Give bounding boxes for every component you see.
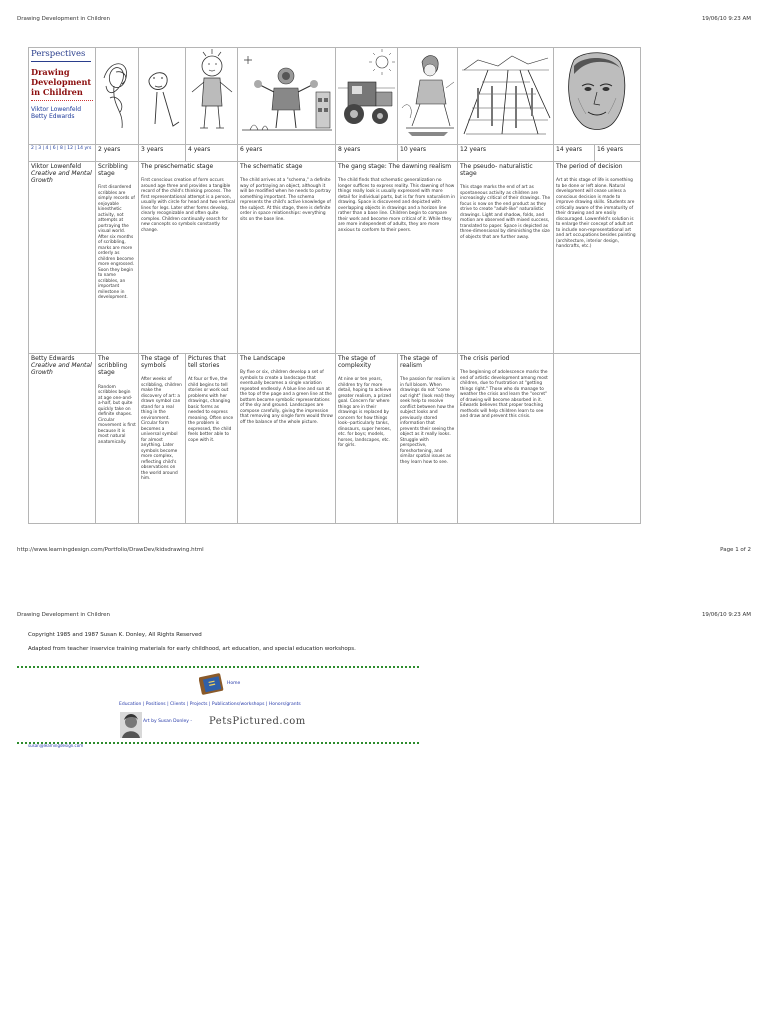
drawing-cell-2 [96, 48, 139, 145]
stage-title: The scribbling stage [98, 355, 128, 377]
green-divider-top [17, 666, 419, 668]
edwards-realism-cell [398, 354, 458, 524]
title-cell [29, 48, 96, 145]
perspective-drawing [458, 48, 553, 138]
stage-title: Scribbling stage [98, 163, 128, 178]
age-12: 12 years [458, 145, 554, 162]
edwards-name: Betty Edwards Creative and Mental Growth [31, 355, 92, 377]
copyright-text: Copyright 1985 and 1987 Susan K. Donley, All Rights Reserved [28, 632, 202, 638]
tractor-drawing [336, 48, 397, 138]
lowenfeld-decision-cell [554, 162, 641, 354]
age-3: 3 years [139, 145, 186, 162]
schematic-drawing [238, 48, 335, 138]
page-header-title: Drawing Development in Children [17, 16, 111, 22]
lowenfeld-pseudo-cell [458, 162, 554, 354]
stage-description: At four or five, the child begins to tell stories or work out problems with her drawings, changing basic forms as needed to express meaning. Often once the problem is expressed, the child feels better able to cope with it. [188, 377, 234, 443]
stage-title: The crisis period [460, 355, 510, 362]
age-16: 16 years [595, 145, 641, 162]
drawing-cell-14 [554, 48, 641, 145]
drawing-cell-3 [139, 48, 186, 145]
stage-description: Random scribbles begin at age one-and-a-half, but quite quickly take on definite shapes. Circular movement is first because it is most natural anatomically. [98, 384, 136, 445]
stage-description: First disordered scribbles are simply records of enjoyable kinesthetic activity, not attempts at portraying the visual world. After six months of scribbling, marks are more orderly as children become more engrossed. Soon they begin to name scribbles, an important milestone in development. [98, 185, 135, 301]
stage-title: The Landscape [240, 355, 286, 362]
artist-portrait-icon [120, 712, 142, 738]
age-2: 2 years [96, 145, 139, 162]
stage-description: By five or six, children develop a set of symbols to create a landscape that eventually becomes a single variation repeated endlessly. A blue line and sun at the top of the page and a green line at the bottom become symbolic representations of the sky and ground. Landscapes are compose carefully, giving the impression that removing any single form would throw off the balance of the whole picture. [240, 370, 333, 425]
adapted-text: Adapted from teacher inservice training materials for early childhood, art education, and special education workshops. [28, 646, 356, 652]
age-nav-cell [29, 145, 96, 162]
stage-description: The passion for realism is in full bloom. When drawings do not "come out right" (look real) they seek help to resolve conflict between how the subject looks and previously stored information that prevents their seeing the object as it really looks. Struggle with perspective, foreshortening, and similar spatial issues as they learn how to see. [400, 377, 455, 465]
figure-drawing [186, 48, 237, 138]
page-footer-number: Page 1 of 2 [720, 547, 751, 553]
edwards-symbols-cell [139, 354, 186, 524]
stage-description: Art at this stage of life is something to be done or left alone. Natural development will cease unless a conscious decision is made to improve drawing skills. Students are critically aware of the immaturity of their drawing and are easily discouraged. Lowenfeld's solution is to enlarge their concept of adult art to include non-representational art and art occupations besides painting (architecture, interior design, handcrafts, etc.) [556, 178, 636, 250]
stage-description: The child finds that schematic generalization no longer suffices to express reality. This dawning of how things really look is usually expressed with more detail for individual parts, but is far from naturalism in drawing. Space is discovered and depicted with overlapping objects in drawings and a horizon line rather than a base line. Children begin to compare their work and become more critical of it. While they are more independent of adults, they are more anxious to conform to their peers. [338, 178, 455, 233]
tadpole-drawing [139, 48, 185, 138]
scribble-drawing [96, 48, 138, 138]
lowenfeld-book: Creative and Mental Growth [31, 170, 92, 185]
stage-title: The stage of realism [400, 355, 438, 370]
page2-header-title: Drawing Development in Children [17, 612, 111, 618]
drawing-cell-6 [238, 48, 336, 145]
pets-pictured-logo[interactable]: PetsPictured.com [209, 716, 306, 727]
age-6: 6 years [238, 145, 336, 162]
lowenfeld-author-cell [29, 162, 96, 354]
realism-drawing [398, 48, 457, 138]
site-nav-links[interactable]: Education | Positions | Clients | Projects | Publications/workshops | Honors/grants [119, 702, 301, 707]
edwards-author-cell [29, 354, 96, 524]
age-10: 10 years [398, 145, 458, 162]
lowenfeld-preschematic-cell [139, 162, 238, 354]
edwards-crisis-cell [458, 354, 554, 524]
email-link[interactable]: susan@learningdesign.com [28, 743, 84, 748]
author-lowenfeld: Viktor Lowenfeld [31, 105, 82, 113]
drawing-cell-12 [458, 48, 554, 145]
age-8: 8 years [336, 145, 398, 162]
drawing-cell-8 [336, 48, 398, 145]
red-divider [31, 100, 93, 101]
stage-description: The beginning of adolescence marks the end of artistic development among most children, due to frustration at "getting things right." Those who do manage to weather the crisis and learn the "secret" of drawing will become absorbed in it. Edwards believes that proper teaching methods will help children learn to see and draw and prevent this crisis. [460, 370, 548, 420]
drawing-cell-4 [186, 48, 238, 145]
page-title: Drawing Development in Children [31, 67, 92, 97]
stage-description: The child arrives at a "schema," a definite way of portraying an object, although it will be modified when he needs to portray something important. The schema represents the child's active knowledge of the subject. At this stage, there is definite order in space relationships: everything sits on the base line. [240, 178, 331, 222]
edwards-complexity-cell [336, 354, 398, 524]
edwards-empty-cell [554, 354, 641, 524]
page-header-date: 19/06/10 9:23 AM [701, 16, 751, 22]
lowenfeld-gang-cell [336, 162, 458, 354]
stage-title: The preschematic stage [141, 163, 214, 170]
perspectives-heading: Perspectives [31, 49, 86, 59]
home-link[interactable]: Home [227, 681, 241, 686]
drawing-development-table [28, 47, 641, 524]
art-by-link[interactable]: Art by Susan Donley - [143, 719, 192, 724]
stage-title: The gang stage: The dawning realism [338, 163, 452, 170]
edwards-landscape-cell [238, 354, 336, 524]
stage-title: The pseudo- naturalistic stage [460, 163, 533, 178]
age-nav-links[interactable]: 2 | 3 | 4 | 6 | 8 | 12 | 14 yrs [31, 146, 92, 151]
edwards-book: Creative and Mental Growth [31, 362, 92, 377]
edwards-stories-cell [186, 354, 238, 524]
page-footer-url[interactable]: http://www.learningdesign.com/Portfolio/DrawDev/kidsdrawing.html [17, 547, 204, 553]
lowenfeld-schematic-cell [238, 162, 336, 354]
stage-description: At nine or ten years, children try for more detail, hoping to achieve greater realism, a prized goal. Concern for where things are in their drawings is replaced by concern for how things look--particularly tanks, dinosaurs, super heroes, etc. for boys; models, horses, landscapes, etc. for girls. [338, 377, 392, 449]
age-4: 4 years [186, 145, 238, 162]
lowenfeld-name: Viktor Lowenfeld Creative and Mental Growth [31, 163, 92, 185]
stage-title: Pictures that tell stories [188, 355, 226, 370]
stage-description: This stage marks the end of art as spontaneous activity as children are increasingly critical of their drawings. The focus is now on the end product as they strive to create "adult-like" naturalistic drawings. Light and shadow, folds, and motion are observed with mixed success, translated to paper. Space is depicted as three-dimensional by diminishing the size of objects that are further away. [460, 185, 551, 240]
stage-title: The stage of symbols [141, 355, 179, 370]
edwards-scribbling-cell [96, 354, 139, 524]
stage-description: After weeks of scribbling, children make the discovery of art: a drawn symbol can stand for a real thing in the environment. Circular form becomes a universal symbol for almost anything. Later symbols become more complex, reflecting child's observations on the world around him. [141, 377, 182, 482]
portrait-drawing [554, 48, 640, 138]
author-edwards: Betty Edwards [31, 112, 75, 120]
stage-description: First conscious creation of form occurs around age three and provides a tangible record of the child's thinking process. The first representational attempt is a person, usually with circle for head and two vertical lines for legs. Later other forms develop, clearly recognizable and often quite complex. Children continually search for new concepts so symbols constantly change. [141, 178, 235, 233]
drawing-cell-10 [398, 48, 458, 145]
stage-title: The period of decision [556, 163, 623, 170]
stage-title: The schematic stage [240, 163, 303, 170]
page2-header-date: 19/06/10 9:23 AM [701, 612, 751, 618]
lowenfeld-scribbling-cell [96, 162, 139, 354]
age-14: 14 years [554, 145, 595, 162]
stage-title: The stage of complexity [338, 355, 376, 370]
home-icon[interactable] [199, 673, 226, 697]
